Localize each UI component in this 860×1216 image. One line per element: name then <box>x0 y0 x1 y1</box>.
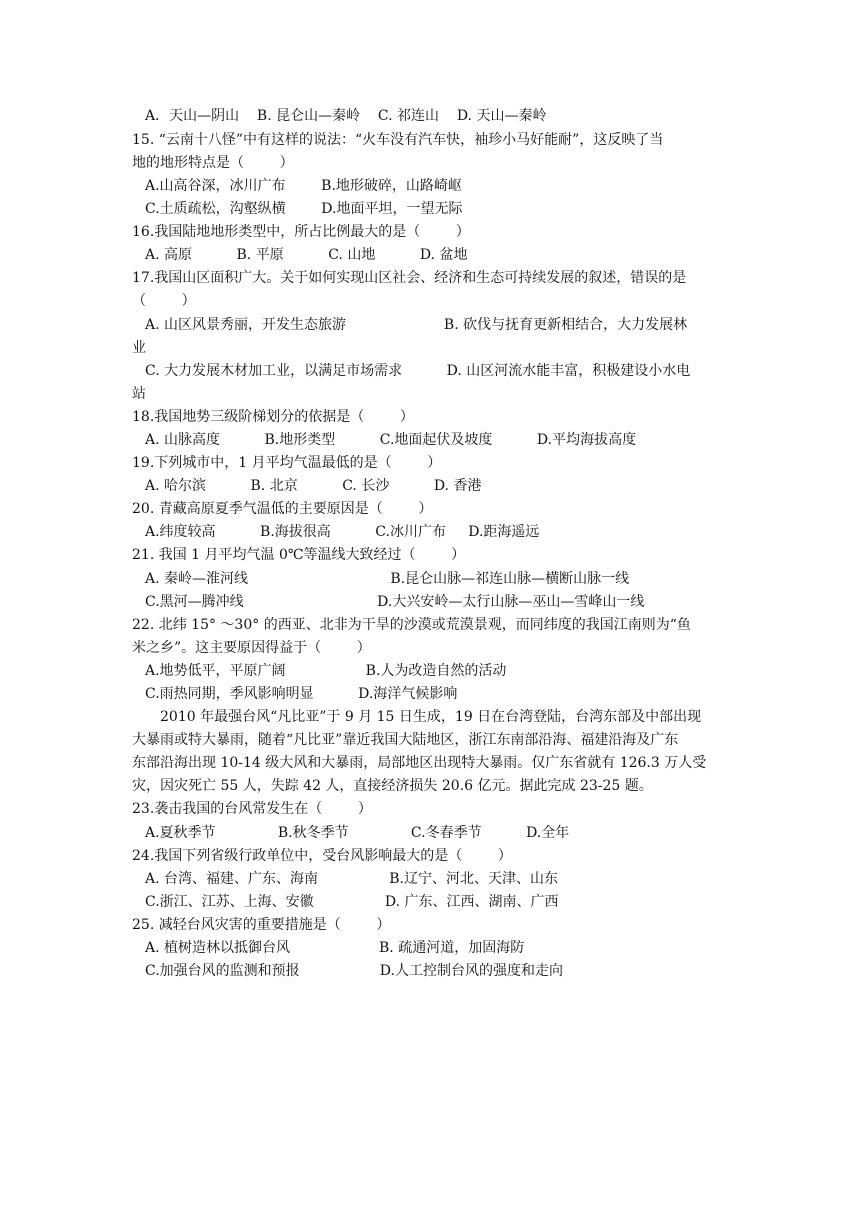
q21-options-ab: A. 秦岭—淮河线 B.昆仑山脉—祁连山脉—横断山脉一线 <box>145 571 630 587</box>
q17-stem-cont: （ ） <box>132 293 196 309</box>
passage-line-4: 灾，因灾死亡 55 人，失踪 42 人，直接经济损失 20.6 亿元。据此完成 23-25 题。 <box>132 778 653 794</box>
q17-options-ab-cont: 业 <box>132 340 146 356</box>
passage-line-3: 东部沿海出现 10-14 级大风和大暴雨，局部地区出现特大暴雨。仅广东省就有 126.3 万人受 <box>132 755 707 771</box>
q20-options: A.纬度较高 B.海拔很高 C.冰川广布 D.距海遥远 <box>145 524 540 540</box>
q20-stem: 20. 青藏高原夏季气温低的主要原因是（ ） <box>132 501 433 517</box>
q24-stem: 24.我国下列省级行政单位中，受台风影响最大的是（ ） <box>132 848 512 864</box>
q23-stem: 23.袭击我国的台风常发生在（ ） <box>132 801 372 817</box>
q25-options-cd: C.加强台风的监测和预报 D.人工控制台风的强度和走向 <box>145 963 563 979</box>
q15-options-ab: A.山高谷深，冰川广布 B.地形破碎，山路崎岖 <box>145 178 462 194</box>
q21-stem: 21. 我国 1 月平均气温 0℃等温线大致经过（ ） <box>132 547 466 563</box>
passage-line-2: 大暴雨或特大暴雨，随着“凡比亚”靠近我国大陆地区，浙江东南部沿海、福建沿海及广东 <box>132 732 679 748</box>
q21-options-cd: C.黑河—腾冲线 D.大兴安岭—太行山脉—巫山—雪峰山一线 <box>145 594 645 610</box>
q14-options: A．天山—阴山 B. 昆仑山—秦岭 C. 祁连山 D. 天山—秦岭 <box>145 108 547 124</box>
q17-stem: 17.我国山区面积广大。关于如何实现山区社会、经济和生态可持续发展的叙述，错误的是 <box>132 270 687 286</box>
q24-options-cd: C.浙江、江苏、上海、安徽 D. 广东、江西、湖南、广西 <box>145 894 559 910</box>
q25-stem: 25. 减轻台风灾害的重要措施是（ ） <box>132 917 391 933</box>
q15-stem: 15. “云南十八怪”中有这样的说法：“火车没有汽车快，袖珍小马好能耐”，这反映了当 <box>132 132 664 148</box>
q22-stem: 22. 北纬 15° ～30° 的西亚、北非为干旱的沙漠或荒漠景观，而同纬度的我国江南则为“鱼 <box>132 617 691 633</box>
q16-options: A. 高原 B. 平原 C. 山地 D. 盆地 <box>145 247 468 263</box>
q24-options-ab: A. 台湾、福建、广东、海南 B.辽宁、河北、天津、山东 <box>145 871 558 887</box>
q22-options-ab: A.地势低平，平原广阔 B.人为改造自然的活动 <box>145 663 507 679</box>
q17-options-cd: C. 大力发展木材加工业，以满足市场需求 D. 山区河流水能丰富，积极建设小水电 <box>145 363 691 379</box>
passage-line-1: 2010 年最强台风“凡比亚”于 9 月 15 日生成，19 日在台湾登陆，台湾东部及中部出现 <box>160 709 702 725</box>
q19-stem: 19.下列城市中，1 月平均气温最低的是（ ） <box>132 455 442 471</box>
q15-options-cd: C.土质疏松，沟壑纵横 D.地面平坦，一望无际 <box>145 201 463 217</box>
q16-stem: 16.我国陆地地形类型中，所占比例最大的是（ ） <box>132 224 470 240</box>
q17-options-cd-cont: 站 <box>132 386 146 402</box>
q17-options-ab: A. 山区风景秀丽，开发生态旅游 B. 砍伐与抚育更新相结合，大力发展林 <box>145 317 688 333</box>
q15-stem-cont: 地的地形特点是（ ） <box>132 155 294 171</box>
q19-options: A. 哈尔滨 B. 北京 C. 长沙 D. 香港 <box>145 478 482 494</box>
q18-options: A. 山脉高度 B.地形类型 C.地面起伏及坡度 D.平均海拔高度 <box>145 432 637 448</box>
q18-stem: 18.我国地势三级阶梯划分的依据是（ ） <box>132 409 414 425</box>
q22-options-cd: C.雨热同期，季风影响明显 D.海洋气候影响 <box>145 686 458 702</box>
q23-options: A.夏秋季节 B.秋冬季节 C.冬春季节 D.全年 <box>145 825 570 841</box>
q22-stem-cont: 米之乡”。这主要原因得益于（ ） <box>132 640 371 656</box>
q25-options-ab: A. 植树造林以抵御台风 B. 疏通河道，加固海防 <box>145 940 525 956</box>
